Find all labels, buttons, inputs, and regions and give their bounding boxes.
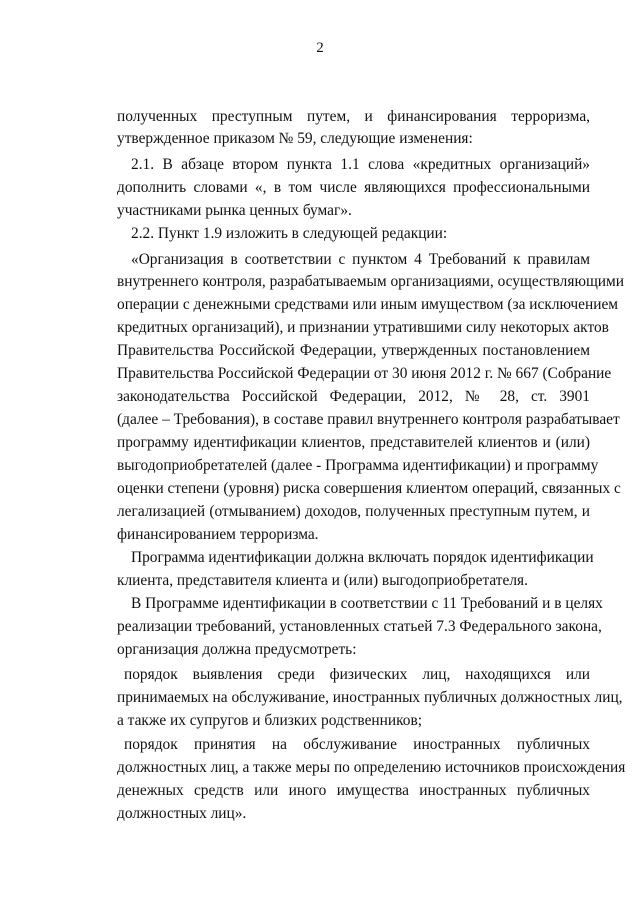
text-line: порядок выявления среди физических лиц, находящихся или [124, 666, 590, 683]
text-line: программу идентификации клиентов, представителей клиентов и (или) [117, 434, 590, 451]
text-line: участниками рынка ценных бумаг». [117, 202, 352, 219]
text-line: организация должна предусмотреть: [117, 641, 357, 658]
text-line: должностных лиц». [117, 805, 247, 822]
text-line: 2.2. Пункт 1.9 изложить в следующей редакции: [131, 225, 448, 242]
text-line: легализацией (отмыванием) доходов, полученных преступным путем, и [117, 503, 590, 520]
text-line: а также их супругов и близких родственников; [117, 712, 423, 729]
text-line: В Программе идентификации в соответствии с 11 Требований и в целях [131, 595, 603, 612]
text-line: Правительства Российской Федерации от 30 июня 2012 г. № 667 (Собрание [117, 365, 612, 382]
text-line: «Организация в соответствии с пунктом 4 Требований к правилам [131, 251, 590, 268]
text-line: операции с денежными средствами или иным имуществом (за исключением [117, 296, 619, 313]
text-line: внутреннего контроля, разрабатываемым организациями, осуществляющими [117, 273, 625, 290]
page-number: 2 [316, 40, 324, 56]
text-line: законодательства Российской Федерации, 2012, № 28, ст. 3901 [117, 388, 590, 405]
text-line: реализации требований, установленных статьей 7.3 Федерального закона, [117, 618, 602, 635]
text-line: оценки степени (уровня) риска совершения клиентом операций, связанных с [117, 480, 621, 497]
text-line: Правительства Российской Федерации, утвержденных постановлением [117, 342, 590, 359]
text-line: (далее – Требования), в составе правил внутреннего контроля разрабатывает [117, 411, 620, 428]
text-line: выгодоприобретателей (далее - Программа идентификации) и программу [117, 457, 599, 474]
text-line: финансированием терроризма. [117, 526, 319, 543]
text-line: денежных средств или иного имущества иностранных публичных [117, 782, 590, 799]
text-line: принимаемых на обслуживание, иностранных публичных должностных лиц, [117, 689, 623, 706]
text-line: утвержденное приказом № 59, следующие изменения: [117, 130, 473, 147]
text-line: дополнить словами «, в том числе являющихся профессиональными [117, 179, 590, 196]
text-line: кредитных организаций), и признании утратившими силу некоторых актов [117, 319, 609, 336]
text-line: должностных лиц, а также меры по определению источников происхождения [117, 759, 626, 776]
text-line: Программа идентификации должна включать порядок идентификации [131, 549, 594, 566]
text-line: порядок принятия на обслуживание иностранных публичных [124, 736, 590, 753]
text-line: клиента, представителя клиента и (или) выгодоприобретателя. [117, 572, 528, 589]
text-line: 2.1. В абзаце втором пункта 1.1 слова «кредитных организаций» [131, 156, 590, 173]
text-line: полученных преступным путем, и финансирования терроризма, [117, 108, 590, 125]
